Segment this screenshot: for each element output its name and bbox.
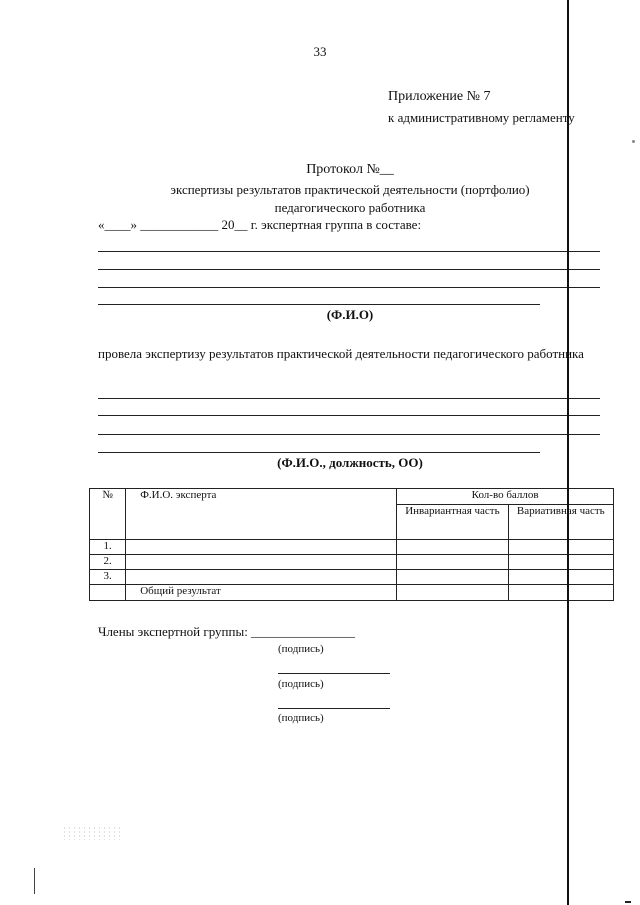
fill-line <box>98 287 600 288</box>
scan-corner-mark <box>625 901 631 903</box>
protocol-subject: экспертизы результатов практической деятельности (портфолио) <box>170 182 530 197</box>
total-invariant-cell[interactable] <box>397 585 508 601</box>
fill-line <box>98 269 600 270</box>
col-expert-name-header: Ф.И.О. эксперта <box>126 489 397 540</box>
fill-line <box>98 304 540 305</box>
signature-caption: (подпись) <box>278 678 324 690</box>
fill-line <box>98 251 600 252</box>
signature-line <box>278 708 390 709</box>
scan-fold-line <box>567 0 569 905</box>
expert-name-cell[interactable] <box>126 540 397 555</box>
total-variative-cell[interactable] <box>508 585 613 601</box>
col-invariant-header: Инвариантная часть <box>397 505 508 540</box>
scan-noise <box>632 140 635 143</box>
col-number-header: № <box>90 489 126 540</box>
table-row <box>90 540 614 555</box>
variative-cell[interactable] <box>508 555 613 570</box>
protocol-worker: педагогического работника <box>274 200 426 215</box>
total-label: Общий результат <box>126 585 397 601</box>
fio-position-caption: (Ф.И.О., должность, ОО) <box>277 455 423 470</box>
fill-line <box>98 452 540 453</box>
signature-caption: (подпись) <box>278 643 324 655</box>
expert-name-cell[interactable] <box>126 555 397 570</box>
expert-name-cell[interactable] <box>126 570 397 585</box>
results-table <box>89 488 614 601</box>
col-points-header: Кол-во баллов <box>397 489 614 505</box>
fill-line <box>98 398 600 399</box>
members-label: Члены экспертной группы: ________________ <box>98 624 356 639</box>
scan-noise <box>62 826 122 840</box>
fio-caption: (Ф.И.О) <box>326 307 374 322</box>
fill-line <box>98 415 600 416</box>
variative-cell[interactable] <box>508 540 613 555</box>
total-row <box>90 585 614 601</box>
signature-line <box>278 673 390 674</box>
page-number: 33 <box>313 44 327 59</box>
table-row <box>90 555 614 570</box>
row-number: 2. <box>90 555 126 570</box>
signature-caption: (подпись) <box>278 712 324 724</box>
table-row <box>90 570 614 585</box>
appendix-subtitle: к административному регламенту <box>388 110 575 125</box>
protocol-date-line: «____» ____________ 20__ г. экспертная группа в составе: <box>98 217 422 232</box>
variative-cell[interactable] <box>508 570 613 585</box>
expertise-paragraph: провела экспертизу результатов практической деятельности педагогического работника <box>98 346 584 361</box>
total-number-cell <box>90 585 126 601</box>
col-variative-header: Вариативная часть <box>508 505 613 540</box>
scan-edge-mark <box>34 868 35 894</box>
fill-line <box>98 434 600 435</box>
invariant-cell[interactable] <box>397 570 508 585</box>
appendix-title: Приложение № 7 <box>388 89 491 104</box>
row-number: 1. <box>90 540 126 555</box>
invariant-cell[interactable] <box>397 540 508 555</box>
row-number: 3. <box>90 570 126 585</box>
invariant-cell[interactable] <box>397 555 508 570</box>
protocol-title: Протокол №__ <box>306 162 394 177</box>
